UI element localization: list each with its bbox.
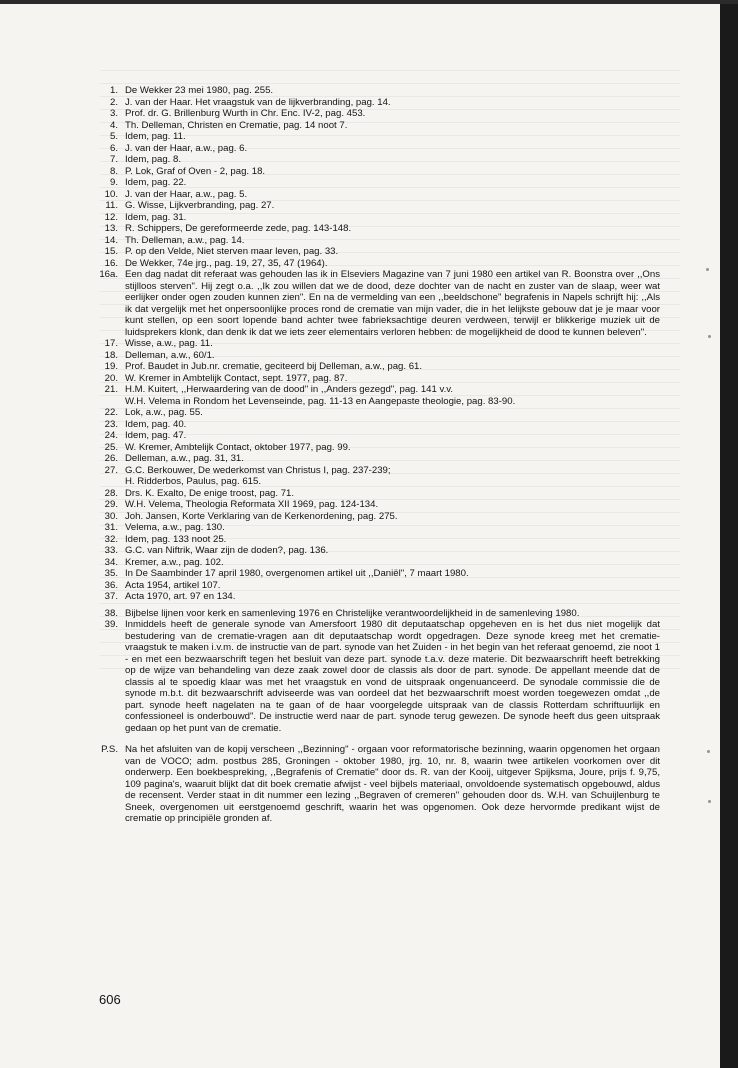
- endnote-text: [125, 419, 660, 431]
- endnote-item: [90, 619, 660, 734]
- endnote-text: [125, 166, 660, 178]
- endnote-number: 16.: [104, 257, 118, 269]
- scan-speck: [707, 750, 710, 753]
- endnote-item: [90, 430, 660, 442]
- endnote-number: 4.: [109, 119, 118, 131]
- endnote-text-line: Bijbelse lijnen voor kerk en samenleving 1976 en Christelijke verantwoordelijkheid in de samenleving 1980.: [125, 607, 580, 619]
- endnote-text: [125, 269, 660, 338]
- endnote-item: [90, 223, 660, 235]
- endnote-text-line: Velema, a.w., pag. 130.: [125, 522, 225, 533]
- endnote-number: 16a.: [99, 269, 118, 280]
- endnote-number: 1.: [109, 85, 118, 96]
- endnote-text-line: Acta 1970, art. 97 en 134.: [125, 591, 236, 602]
- endnote-text-continuation: W.H. Velema in Rondom het Levenseinde, pag. 11-13 en Aangepaste theologie, pag. 83-90.: [125, 395, 516, 407]
- endnote-number: 31.: [104, 522, 118, 533]
- endnote-text: [125, 120, 660, 132]
- endnote-number: 7.: [109, 154, 118, 165]
- endnote-text: [125, 373, 660, 385]
- endnote-number: 23.: [104, 418, 118, 430]
- endnote-text: [125, 108, 660, 120]
- endnote-text-line: Wisse, a.w., pag. 11.: [125, 338, 213, 349]
- endnote-text: [125, 511, 660, 523]
- endnote-text-line: Th. Delleman, Christen en Crematie, pag. 14 noot 7.: [125, 119, 348, 131]
- endnote-number: 24.: [104, 430, 118, 441]
- endnote-item: [90, 534, 660, 546]
- endnote-text-line: Joh. Jansen, Korte Verklaring van de Kerkenordening, pag. 275.: [125, 510, 398, 522]
- endnote-number: 25.: [104, 441, 118, 453]
- endnote-number: 35.: [104, 568, 118, 579]
- endnote-text: [125, 338, 660, 350]
- endnote-text-line: G.C. van Niftrik, Waar zijn de doden?, pag. 136.: [125, 545, 329, 556]
- endnote-item: [90, 269, 660, 338]
- endnote-number: 19.: [104, 361, 118, 372]
- endnote-item: [90, 384, 660, 407]
- endnote-number: 12.: [104, 211, 118, 223]
- endnote-text-line: De Wekker 23 mei 1980, pag. 255.: [125, 85, 274, 96]
- endnote-item: [90, 419, 660, 431]
- endnote-text: [125, 608, 660, 620]
- endnote-text-line: Acta 1954, artikel 107.: [125, 579, 221, 591]
- endnote-text-line: J. van der Haar. Het vraagstuk van de lijkverbranding, pag. 14.: [125, 96, 391, 108]
- endnote-number: 18.: [104, 349, 118, 361]
- endnote-number: 17.: [104, 338, 118, 349]
- endnote-text: [125, 361, 660, 373]
- endnote-text: [125, 465, 660, 488]
- endnote-text: [125, 407, 660, 419]
- endnote-item: [90, 591, 660, 603]
- endnote-item: [90, 580, 660, 592]
- scan-speck: [708, 800, 711, 803]
- endnote-number: 21.: [104, 384, 118, 395]
- endnote-text: [125, 223, 660, 235]
- endnote-text-line: G.C. Berkouwer, De wederkomst van Christus I, pag. 237-239;: [125, 464, 391, 476]
- endnote-number: 33.: [104, 545, 118, 556]
- endnote-item: [90, 350, 660, 362]
- endnote-text: [125, 200, 660, 212]
- endnote-text: [125, 189, 660, 201]
- endnote-item: [90, 338, 660, 350]
- endnote-text-line: J. van der Haar, a.w., pag. 5.: [125, 188, 248, 200]
- endnote-item: [90, 361, 660, 373]
- endnote-number: 38.: [104, 607, 118, 619]
- endnote-item: [90, 442, 660, 454]
- endnote-item: [90, 189, 660, 201]
- endnote-number: 30.: [104, 510, 118, 522]
- endnote-item: [90, 744, 660, 825]
- endnote-number: 14.: [104, 234, 118, 246]
- endnote-item: [90, 177, 660, 189]
- endnote-text-line: Kremer, a.w., pag. 102.: [125, 556, 224, 568]
- endnote-item: [90, 154, 660, 166]
- endnote-text-continuation: H. Ridderbos, Paulus, pag. 615.: [125, 476, 261, 487]
- endnote-text: [125, 235, 660, 247]
- endnote-text: [125, 453, 660, 465]
- endnote-text: [125, 534, 660, 546]
- endnote-text: [125, 384, 660, 407]
- endnote-text-line: Lok, a.w., pag. 55.: [125, 407, 203, 418]
- endnote-item: [90, 258, 660, 270]
- endnote-text-line: Drs. K. Exalto, De enige troost, pag. 71.: [125, 487, 295, 499]
- endnote-number: 2.: [109, 96, 118, 108]
- endnote-item: [90, 120, 660, 132]
- endnote-number: 9.: [109, 177, 118, 188]
- endnote-text: [125, 545, 660, 557]
- endnote-item: [90, 212, 660, 224]
- endnote-number: 36.: [104, 579, 118, 591]
- endnote-number: 20.: [104, 372, 118, 384]
- scan-speck: [706, 268, 709, 271]
- endnote-text: [125, 212, 660, 224]
- endnote-number: 5.: [109, 131, 118, 142]
- endnote-text-line: R. Schippers, De gereformeerde zede, pag. 143-148.: [125, 223, 352, 234]
- endnote-number: 28.: [104, 487, 118, 499]
- endnote-item: [90, 407, 660, 419]
- endnote-text-line: Idem, pag. 47.: [125, 430, 187, 441]
- endnote-text-line: Idem, pag. 31.: [125, 211, 187, 223]
- endnote-number: 8.: [109, 165, 118, 177]
- endnote-item: [90, 246, 660, 258]
- endnote-text: [125, 522, 660, 534]
- endnote-item: [90, 85, 660, 97]
- endnote-text-line: In De Saambinder 17 april 1980, overgenomen artikel uit ,,Daniël", 7 maart 1980.: [125, 568, 469, 579]
- endnote-item: [90, 97, 660, 109]
- endnote-text-line: Na het afsluiten van de kopij verscheen ,,Bezinning" - orgaan voor reformatorische bezinning, waarin opgenomen het orgaan van de VOCO; adm. postbus 285, Groningen - oktober 1980, jrg. 10, nr. 8, waarin twee artikelen voorkomen over dit onderwerp. Een boekbespreking, ,,Begrafenis of Crematie" door ds. R. van der Kooij, uitgever Spijksma, Joure, prijs f. 9,75, 109 pagina's, waaruit blijkt dat dit boek crematie afwijst - veel bijbels materiaal, onvoldoende systematisch opgebouwd, aldus de recensent. Verder staat in dit nummer een lezing ,,Begraven of cremeren" gehouden door ds. W.H. van Schuijlenburg te Sneek, overgenomen uit eerstgenoemd geschrift, waarin het was opgenomen. Ook deze hervormde predikant wijst de crematie op principiële gronden af.: [125, 744, 660, 824]
- endnote-text: [125, 488, 660, 500]
- endnote-text-line: Idem, pag. 40.: [125, 418, 187, 430]
- endnote-text: [125, 568, 660, 580]
- endnote-number: 6.: [109, 142, 118, 154]
- endnote-text: [125, 580, 660, 592]
- endnote-item: [90, 608, 660, 620]
- endnote-text-line: J. van der Haar, a.w., pag. 6.: [125, 142, 248, 154]
- endnote-text-line: W. Kremer, Ambtelijk Contact, oktober 1977, pag. 99.: [125, 441, 351, 453]
- endnote-text: [125, 557, 660, 569]
- endnote-text-line: Prof. Baudet in Jub.nr. crematie, geciteerd bij Delleman, a.w., pag. 61.: [125, 361, 423, 372]
- endnote-text-line: Idem, pag. 133 noot 25.: [125, 533, 227, 545]
- endnote-text: [125, 744, 660, 825]
- endnote-number: 29.: [104, 499, 118, 510]
- endnote-text-line: Idem, pag. 11.: [125, 131, 186, 142]
- endnote-text-line: W.H. Velema, Theologia Reformata XII 1969, pag. 124-134.: [125, 499, 379, 510]
- endnote-text: [125, 430, 660, 442]
- endnote-text-line: Idem, pag. 22.: [125, 177, 187, 188]
- endnote-text: [125, 85, 660, 97]
- endnote-number: 3.: [109, 108, 118, 119]
- endnote-number: 39.: [104, 619, 118, 630]
- endnote-text-line: Idem, pag. 8.: [125, 154, 181, 165]
- endnote-number: 22.: [104, 407, 118, 418]
- endnote-item: [90, 131, 660, 143]
- endnote-item: [90, 465, 660, 488]
- endnote-item: [90, 557, 660, 569]
- endnote-item: [90, 499, 660, 511]
- endnote-item: [90, 511, 660, 523]
- endnote-item: [90, 488, 660, 500]
- endnote-text: [125, 143, 660, 155]
- scan-dark-edge: [720, 0, 738, 1068]
- endnote-text-line: W. Kremer in Ambtelijk Contact, sept. 1977, pag. 87.: [125, 372, 348, 384]
- endnote-text-line: H.M. Kuitert, ,,Herwaardering van de dood" in ,,Anders gezegd", pag. 141 v.v.: [125, 384, 454, 395]
- endnote-text-line: Delleman, a.w., pag. 31, 31.: [125, 453, 244, 464]
- endnote-item: [90, 166, 660, 178]
- endnote-number: 26.: [104, 453, 118, 464]
- endnote-number: 34.: [104, 556, 118, 568]
- endnote-number: 13.: [104, 223, 118, 234]
- endnote-text: [125, 131, 660, 143]
- endnote-text-line: Th. Delleman, a.w., pag. 14.: [125, 234, 245, 246]
- endnotes-list: [90, 85, 660, 825]
- endnote-number: P.S.: [101, 744, 118, 755]
- endnote-item: [90, 568, 660, 580]
- endnote-item: [90, 200, 660, 212]
- endnote-item: [90, 522, 660, 534]
- endnote-number: 32.: [104, 533, 118, 545]
- endnote-text: [125, 154, 660, 166]
- endnote-number: 11.: [105, 200, 118, 211]
- endnote-item: [90, 235, 660, 247]
- endnote-text: [125, 246, 660, 258]
- scan-speck: [708, 335, 711, 338]
- endnote-text-line: P. op den Velde, Niet sterven maar leven, pag. 33.: [125, 246, 339, 257]
- scan-top-edge: [0, 0, 738, 4]
- endnote-number: 27.: [104, 464, 118, 476]
- endnote-text: [125, 97, 660, 109]
- endnote-text: [125, 177, 660, 189]
- endnote-text: [125, 591, 660, 603]
- endnote-text-line: Delleman, a.w., 60/1.: [125, 349, 215, 361]
- endnote-text: [125, 258, 660, 270]
- endnote-text-line: G. Wisse, Lijkverbranding, pag. 27.: [125, 200, 275, 211]
- endnote-text-line: P. Lok, Graf of Oven - 2, pag. 18.: [125, 165, 266, 177]
- endnote-item: [90, 373, 660, 385]
- endnote-text: [125, 350, 660, 362]
- endnote-item: [90, 143, 660, 155]
- endnote-number: 15.: [104, 246, 118, 257]
- endnote-text-line: Een dag nadat dit referaat was gehouden las ik in Elseviers Magazine van 7 juni 1980 een artikel van R. Boonstra over ,,Ons stijlloos sterven". Hij zegt o.a. ,,Ik zou willen dat we de dood, deze dochter van de nacht en zuster van de slaap, weer wat eerlijker onder ogen zouden kunnen zien". En na de vermelding van een ,,beeldschone" begrafenis in Napels schrijft hij: ,,Als ik dat vergelijk met het onpersoonlijke proces rond de crematie van mijn vader, die in het lelijkste gebouw dat je je maar voor kunt stellen, op een soort lopende band achter twee fabrieksachtige deuren verdween, terwijl er blikkerige muziek uit de luidsprekers klonk, dan denk ik dat we iets zeer elementairs verloren hebben: de mogelijkheid de dood te kunnen beleven".: [125, 269, 660, 338]
- page-number: 606: [99, 992, 121, 1007]
- endnote-text: [125, 499, 660, 511]
- endnote-text-line: Inmiddels heeft de generale synode van Amersfoort 1980 dit deputaatschap opgeheven en is het dus niet mogelijk dat bestudering van de crematie-vragen aan dit deputaatschap wordt opgedragen. Deze synode kreeg met het crematie-vraagstuk te maken i.v.m. de instructie van de part. synode van het Zuiden - in het begin van het referaat genoemd, zie noot 1 - en met een bezwaarschrift tegen het besluit van deze part. synode t.a.v. deze materie. Dit bezwaarschrift heeft betrekking op de wijze van behandeling van deze zaak zowel door de classis als door de part. synode. De appellant meende dat de classis al te spoedig klaar was met het vraagstuk en vond de uitspraak ongenuanceerd. De synodale commissie die de synode m.b.t. dit bezwaarschrift adviseerde was van oordeel dat het bezwaarschrift moest worden toegewezen omdat ,,de part. synode heeft nagelaten na te gaan of de haar voorgelegde uitspraak van de classis Rotterdam schriftuurlijk en confessioneel is onderbouwd". De instructie werd naar de part. synode terug gewezen. De synode heeft dus geen uitspraak gedaan op het punt van de crematie.: [125, 619, 660, 734]
- endnote-text: [125, 442, 660, 454]
- endnote-text-line: De Wekker, 74e jrg., pag. 19, 27, 35, 47 (1964).: [125, 257, 328, 269]
- endnote-item: [90, 108, 660, 120]
- endnote-number: 10.: [104, 188, 118, 200]
- endnote-number: 37.: [104, 591, 118, 602]
- endnote-text-line: Prof. dr. G. Brillenburg Wurth in Chr. Enc. IV-2, pag. 453.: [125, 108, 366, 119]
- endnote-item: [90, 545, 660, 557]
- endnote-text: [125, 619, 660, 734]
- endnote-item: [90, 453, 660, 465]
